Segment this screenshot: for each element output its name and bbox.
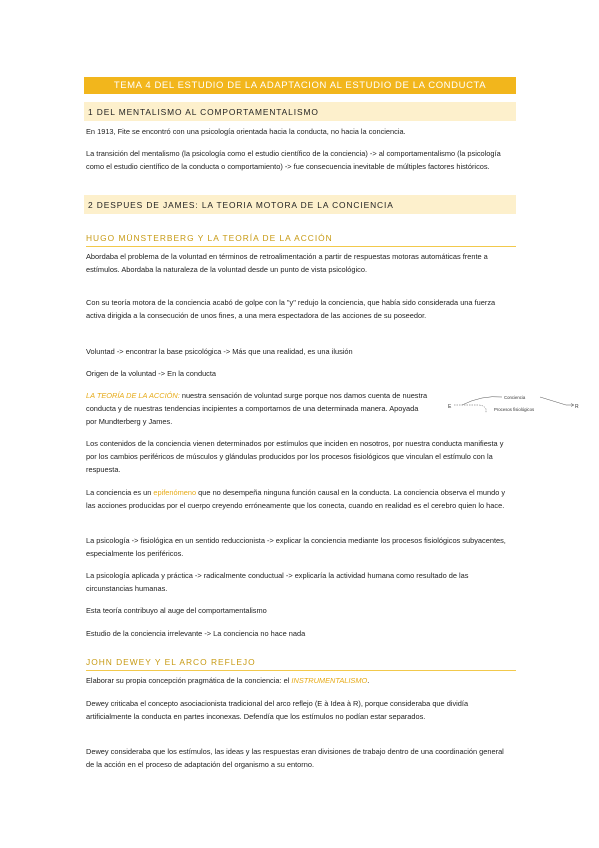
paragraph: Con su teoría motora de la conciencia acabó de golpe con la "y" redujo la conciencia, que había sido considerada una fuerza activa dirigida a la consecución de unos fines, a una mera espectadora de las acciones de su poseedor. — [86, 298, 496, 320]
diagram-arrow-path — [540, 397, 573, 405]
paragraph: La transición del mentalismo (la psicología como el estudio científico de la conciencia) -> al comportamentalismo (la psicología como el estudio científico de la conducta o comportamiento) -> fue consecuencia inevitable de múltiples factores históricos. — [86, 149, 501, 171]
diagram-response-label: R — [575, 404, 579, 410]
diagram-arrow-path — [462, 397, 502, 405]
diagram-bottom-label: Procesos fisiológicos — [494, 407, 535, 412]
subheading-munsterberg: HUGO MÜNSTERBERG Y LA TEORÍA DE LA ACCIÓN — [86, 233, 516, 247]
highlight-text: LA TEORÍA DE LA ACCIÓN: — [86, 391, 180, 400]
paragraph-text: . — [367, 676, 370, 685]
paragraph-text: Elaborar su propia concepción pragmática de la conciencia: el — [86, 676, 292, 685]
paragraph: Los contenidos de la conciencia vienen determinados por estímulos que inciden en nosotros, por nuestra conducta manifiesta y por los cambios periféricos de músculos y glándulas producidos por los procesos fisiológicos que vinculan el estímulo con la respuesta. — [86, 439, 504, 474]
highlight-text: INSTRUMENTALISMO — [291, 676, 368, 685]
paragraph: La psicología aplicada y práctica -> radicalmente conductual -> explicaría la actividad humana como resultado de las circunstancias humanas. — [86, 571, 469, 593]
paragraph: Dewey consideraba que los estímulos, las ideas y las respuestas eran divisiones de trabajo dentro de una coordinación general de la acción en el proceso de adaptación del organismo a su entorno. — [86, 747, 504, 769]
paragraph: Origen de la voluntad -> En la conducta — [86, 369, 217, 378]
diagram-top-label: Conciencia — [504, 395, 526, 400]
paragraph-text: La conciencia es un — [86, 488, 154, 497]
highlight-text: epifenómeno — [153, 488, 197, 497]
paragraph-theory-of-action — [86, 389, 431, 428]
section-heading-2-text: 2 DESPUES DE JAMES: LA TEORIA MOTORA DE LA CONCIENCIA — [88, 199, 394, 210]
paragraph: Voluntad -> encontrar la base psicológica -> Más que una realidad, es una ilusión — [86, 347, 353, 356]
document-title-banner — [84, 77, 516, 94]
paragraph-text: nuestra sensación de voluntad surge porque nos damos cuenta de nuestra conducta y de nuestras tendencias incipientes a comportarnos de una determinada manera. Apoyada por Mundterberg y James. — [86, 391, 428, 426]
document-title: TEMA 4 DEL ESTUDIO DE LA ADAPTACION AL ESTUDIO DE LA CONDUCTA — [113, 80, 487, 91]
section-heading-2 — [84, 195, 516, 214]
paragraph-text: que no desempeña ninguna función causal en la conducta. La conciencia observa el mundo y las acciones producidas por el cuerpo creyendo erróneamente que los conecta, cuando en realidad es el cerebro quien lo hace. — [86, 488, 506, 510]
paragraph: Esta teoría contribuyo al auge del comportamentalismo — [86, 606, 267, 615]
subheading-dewey: JOHN DEWEY Y EL ARCO REFLEJO — [86, 657, 516, 671]
section-heading-1 — [84, 102, 516, 121]
diagram-arrow-path — [454, 405, 486, 413]
section-heading-1-text: 1 DEL MENTALISMO AL COMPORTAMENTALISMO — [88, 106, 319, 117]
paragraph-epiphenomenon — [86, 486, 514, 512]
paragraph: Estudio de la conciencia irrelevante -> La conciencia no hace nada — [86, 629, 306, 638]
paragraph: La psicología -> fisiológica en un sentido reduccionista -> explicar la conciencia mediante los procesos fisiológicos subyacentes, especialmente los periféricos. — [86, 536, 506, 558]
paragraph-instrumentalism — [86, 674, 514, 687]
reflex-diagram — [448, 391, 580, 421]
paragraph: En 1913, Fite se encontró con una psicología orientada hacia la conducta, no hacia la conciencia. — [86, 127, 406, 136]
diagram-stimulus-label: E — [448, 404, 452, 410]
paragraph: Abordaba el problema de la voluntad en términos de retroalimentación a partir de respuestas motoras automáticas frente a estímulos. Abordaba la naturaleza de la voluntad desde un punto de vista psicológico. — [86, 252, 488, 274]
paragraph: Dewey criticaba el concepto asociacionista tradicional del arco reflejo (E à Idea à R), porque consideraba que dividía artificialmente la conducta en partes inconexas. Defendía que los estímulos no podían estar separados. — [86, 699, 469, 721]
